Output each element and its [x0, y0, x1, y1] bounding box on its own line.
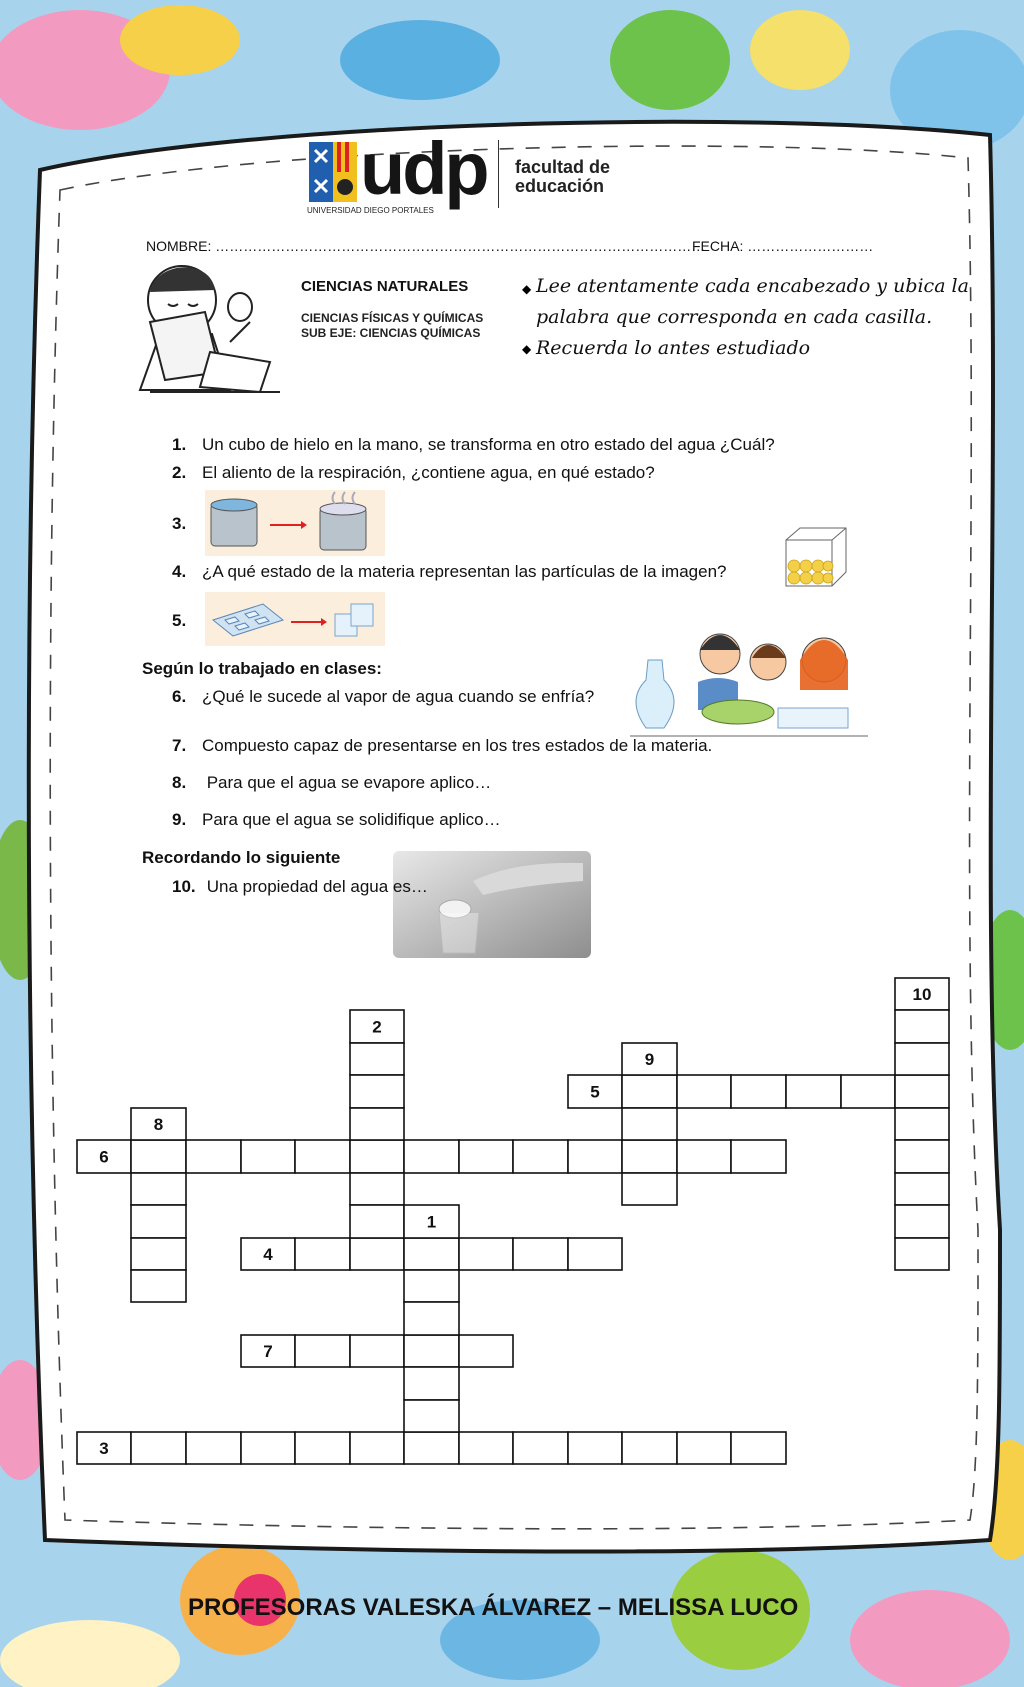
name-field[interactable]: NOMBRE: ……………………………………………………………………………………………	[146, 238, 706, 254]
crossword-cell[interactable]	[404, 1367, 459, 1400]
subject-line1: CIENCIAS FÍSICAS Y QUÍMICAS	[301, 311, 484, 325]
crossword-cell[interactable]	[622, 1140, 677, 1173]
crossword-cell[interactable]	[895, 1205, 949, 1238]
crossword-cell[interactable]	[241, 1432, 295, 1464]
crossword-clue-number: 7	[263, 1342, 273, 1361]
crossword-cell[interactable]	[622, 1075, 677, 1108]
crossword-cell[interactable]	[622, 1173, 677, 1205]
crossword-clue-number: 1	[426, 1212, 437, 1232]
crossword-cell[interactable]	[677, 1075, 731, 1108]
crossword-clue-number: 8	[153, 1115, 164, 1134]
crossword-cell[interactable]	[895, 1140, 949, 1173]
question-6: 6. ¿Qué le sucede al vapor de agua cuando se enfría?	[172, 687, 595, 706]
subject-line2: SUB EJE: CIENCIAS QUÍMICAS	[301, 326, 481, 340]
question-9: 9. Para que el agua se solidifique aplico…	[172, 810, 501, 829]
subject-title: CIENCIAS NATURALES	[301, 278, 469, 295]
crossword-cell[interactable]	[459, 1140, 513, 1173]
crossword-cell[interactable]	[731, 1432, 786, 1464]
crossword-cell[interactable]	[404, 1140, 459, 1173]
crossword-cell[interactable]	[404, 1335, 459, 1367]
crossword-cell[interactable]	[568, 1238, 622, 1270]
question-1: 1. Un cubo de hielo en la mano, se transforma en otro estado del agua ¿Cuál?	[172, 435, 775, 454]
bullet-icon: ◆	[522, 282, 532, 296]
crossword-cell[interactable]	[404, 1400, 459, 1432]
crossword-cell[interactable]	[731, 1140, 786, 1173]
crossword-cell[interactable]	[895, 1010, 949, 1043]
crossword-cell[interactable]	[568, 1140, 622, 1173]
crossword-cell[interactable]	[131, 1205, 186, 1238]
question-7: 7. Compuesto capaz de presentarse en los tres estados de la materia.	[172, 736, 713, 755]
logo-university: UNIVERSIDAD DIEGO PORTALES	[307, 206, 434, 215]
crossword-cell[interactable]	[350, 1335, 404, 1367]
crossword-cell[interactable]	[404, 1302, 459, 1335]
crossword-cell[interactable]	[677, 1432, 731, 1464]
crossword-cell[interactable]	[295, 1140, 350, 1173]
crossword-clue-number: 3	[99, 1439, 109, 1458]
crossword-cell[interactable]	[131, 1270, 186, 1302]
question-4: 4. ¿A qué estado de la materia representan las partículas de la imagen?	[172, 562, 727, 581]
instruction-1-line2: palabra que corresponda en cada casilla.	[536, 306, 933, 328]
crossword-cell[interactable]	[350, 1205, 404, 1238]
crossword-cell[interactable]	[731, 1075, 786, 1108]
crossword-cell[interactable]	[350, 1238, 404, 1270]
crossword-cell[interactable]	[350, 1173, 404, 1205]
crossword-cell[interactable]	[895, 1108, 949, 1140]
crossword-cell[interactable]	[404, 1270, 459, 1302]
question-2: 2. El aliento de la respiración, ¿contiene agua, en qué estado?	[172, 463, 655, 482]
crossword-cell[interactable]	[404, 1238, 459, 1270]
date-field[interactable]: FECHA: ………………………	[692, 238, 874, 254]
crossword-cell[interactable]	[350, 1432, 404, 1464]
crossword-clue-number: 9	[644, 1050, 655, 1069]
crossword-cell[interactable]	[295, 1238, 350, 1270]
crossword-cell[interactable]	[459, 1238, 513, 1270]
crossword-cell[interactable]	[841, 1075, 895, 1108]
crossword-clue-number: 4	[263, 1245, 273, 1264]
crossword-cell[interactable]	[350, 1075, 404, 1108]
crossword-clue-number: 6	[99, 1147, 109, 1167]
crossword-cell[interactable]	[131, 1173, 186, 1205]
crossword-cell[interactable]	[622, 1432, 677, 1464]
crossword-cell[interactable]	[241, 1140, 295, 1173]
crossword-cell[interactable]	[131, 1238, 186, 1270]
crossword-cell[interactable]	[350, 1108, 404, 1140]
question-8: 8. Para que el agua se evapore aplico…	[172, 773, 492, 792]
crossword-cell[interactable]	[568, 1432, 622, 1464]
crossword-cell[interactable]	[131, 1140, 186, 1173]
crossword-cell[interactable]	[295, 1432, 350, 1464]
crossword-cell[interactable]	[295, 1335, 350, 1367]
crossword-cell[interactable]	[513, 1238, 568, 1270]
teachers-footer: PROFESORAS VALESKA ÁLVAREZ – MELISSA LUCO	[188, 1594, 799, 1621]
instruction-1-line1: Lee atentamente cada encabezado y ubica la	[536, 275, 969, 297]
crossword-cell[interactable]	[513, 1140, 568, 1173]
logo-brand: udp	[360, 127, 487, 210]
crossword-cell[interactable]	[459, 1432, 513, 1464]
crossword-cell[interactable]	[350, 1043, 404, 1075]
question-5: 5.	[172, 611, 187, 630]
crossword-cell[interactable]	[404, 1432, 459, 1464]
crossword-cell[interactable]	[895, 1043, 949, 1075]
instruction-2: Recuerda lo antes estudiado	[536, 337, 811, 359]
crossword-clue-number: 5	[590, 1082, 600, 1102]
question-3: 3.	[172, 514, 187, 533]
section-classwork: Según lo trabajado en clases:	[142, 659, 382, 678]
crossword-cell[interactable]	[895, 1238, 949, 1270]
crossword-clue-number: 10	[912, 985, 932, 1004]
crossword-cell[interactable]	[131, 1432, 186, 1464]
logo-faculty-line2: educación	[515, 176, 605, 196]
crossword-cell[interactable]	[677, 1140, 731, 1173]
crossword-cell[interactable]	[186, 1140, 241, 1173]
crossword-cell[interactable]	[895, 1075, 949, 1108]
crossword-clue-number: 2	[372, 1017, 382, 1037]
question-10: 10. Una propiedad del agua es…	[172, 877, 428, 896]
crossword-cell[interactable]	[459, 1335, 513, 1367]
crossword-cell[interactable]	[186, 1432, 241, 1464]
crossword-cell[interactable]	[513, 1432, 568, 1464]
crossword-cell[interactable]	[895, 1173, 949, 1205]
crossword-cell[interactable]	[786, 1075, 841, 1108]
logo-faculty-line1: facultad de	[515, 157, 611, 177]
crossword-cell[interactable]	[350, 1140, 404, 1173]
crossword-cell[interactable]	[622, 1108, 677, 1140]
section-remember: Recordando lo siguiente	[142, 848, 341, 867]
bullet-icon: ◆	[522, 342, 532, 356]
